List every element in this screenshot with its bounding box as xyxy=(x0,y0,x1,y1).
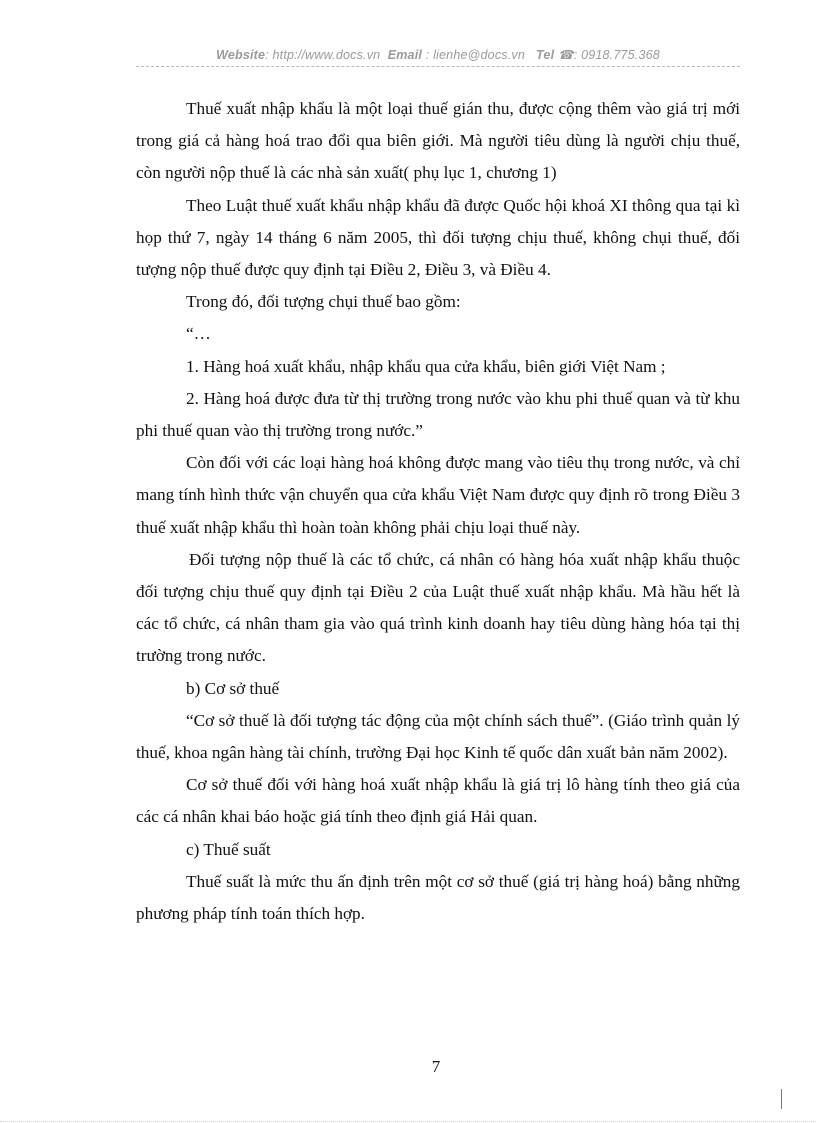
page-bottom-border xyxy=(0,1121,816,1122)
tel-label: Tel xyxy=(536,48,555,62)
paragraph: Trong đó, đối tượng chụi thuế bao gồm: xyxy=(186,292,461,312)
paragraph: Còn đối với các loại hàng hoá không được mang vào tiêu thụ trong nước, và chỉ mang tính hình thức vận chuyển qua cửa khẩu Việt Nam được quy định rõ trong Điều 3 thuế xuất nhập khẩu thì hoàn toàn không phải chịu loại thuế này. xyxy=(136,453,740,537)
list-item: 2. Hàng hoá được đưa từ thị trường trong nước vào khu phi thuế quan và từ khu phi thuế quan vào thị trường trong nước.” xyxy=(136,388,740,441)
email-value: : lienhe@docs.vn xyxy=(422,48,526,62)
email-label: Email xyxy=(387,48,423,62)
paragraph: “Cơ sở thuế là đối tượng tác động của một chính sách thuế”. (Giáo trình quản lý thuế, khoa ngân hàng tài chính, trường Đại học Kinh tế quốc dân xuất bản năm 2002). xyxy=(136,710,740,763)
document-body xyxy=(136,93,740,930)
header-divider xyxy=(136,66,740,67)
paragraph: Đối tượng nộp thuế là các tổ chức, cá nhân có hàng hóa xuất nhập khẩu thuộc đối tượng chịu thuế quy định tại Điều 2 của Luật thuế xuất nhập khẩu. Mà hầu hết là các tổ chức, cá nhân tham gia vào quá trình kinh doanh hay tiêu dùng hàng hóa tại thị trường trong nước. xyxy=(136,549,740,666)
page-header xyxy=(136,47,740,62)
page-number: 7 xyxy=(431,1057,441,1076)
website-label: Website xyxy=(216,48,266,62)
website-value: : http://www.docs.vn xyxy=(265,48,381,62)
page-corner-mark xyxy=(781,1089,802,1109)
paragraph: Theo Luật thuế xuất khẩu nhập khẩu đã được Quốc hội khoá XI thông qua tại kì họp thứ 7, ngày 14 tháng 6 năm 2005, thì đối tượng chịu thuế, không chụi thuế, đối tượng nộp thuế được quy định tại Điều 2, Điều 3, và Điều 4. xyxy=(136,195,740,280)
paragraph: Thuế suất là mức thu ấn định trên một cơ sở thuế (giá trị hàng hoá) bằng những phương pháp tính toán thích hợp. xyxy=(136,871,740,924)
list-item: 1. Hàng hoá xuất khẩu, nhập khẩu qua cửa khẩu, biên giới Việt Nam ; xyxy=(186,356,666,376)
phone-icon: ☎ xyxy=(557,48,574,62)
quote-open: “… xyxy=(186,324,211,344)
section-heading: c) Thuế suất xyxy=(186,839,271,859)
tel-value: : 0918.775.368 xyxy=(573,48,660,62)
section-heading: b) Cơ sở thuế xyxy=(186,678,280,698)
paragraph: Cơ sở thuế đối với hàng hoá xuất nhập khẩu là giá trị lô hàng tính theo giá của các cá nhân khai báo hoặc giá tính theo định giá Hải quan. xyxy=(136,775,740,827)
paragraph: Thuế xuất nhập khẩu là một loại thuế gián thu, được cộng thêm vào giá trị mới trong giá cả hàng hoá trao đổi qua biên giới. Mà người tiêu dùng là người chịu thuế, còn người nộp thuế là các nhà sản xuất( phụ lục 1, chương 1) xyxy=(136,99,740,183)
